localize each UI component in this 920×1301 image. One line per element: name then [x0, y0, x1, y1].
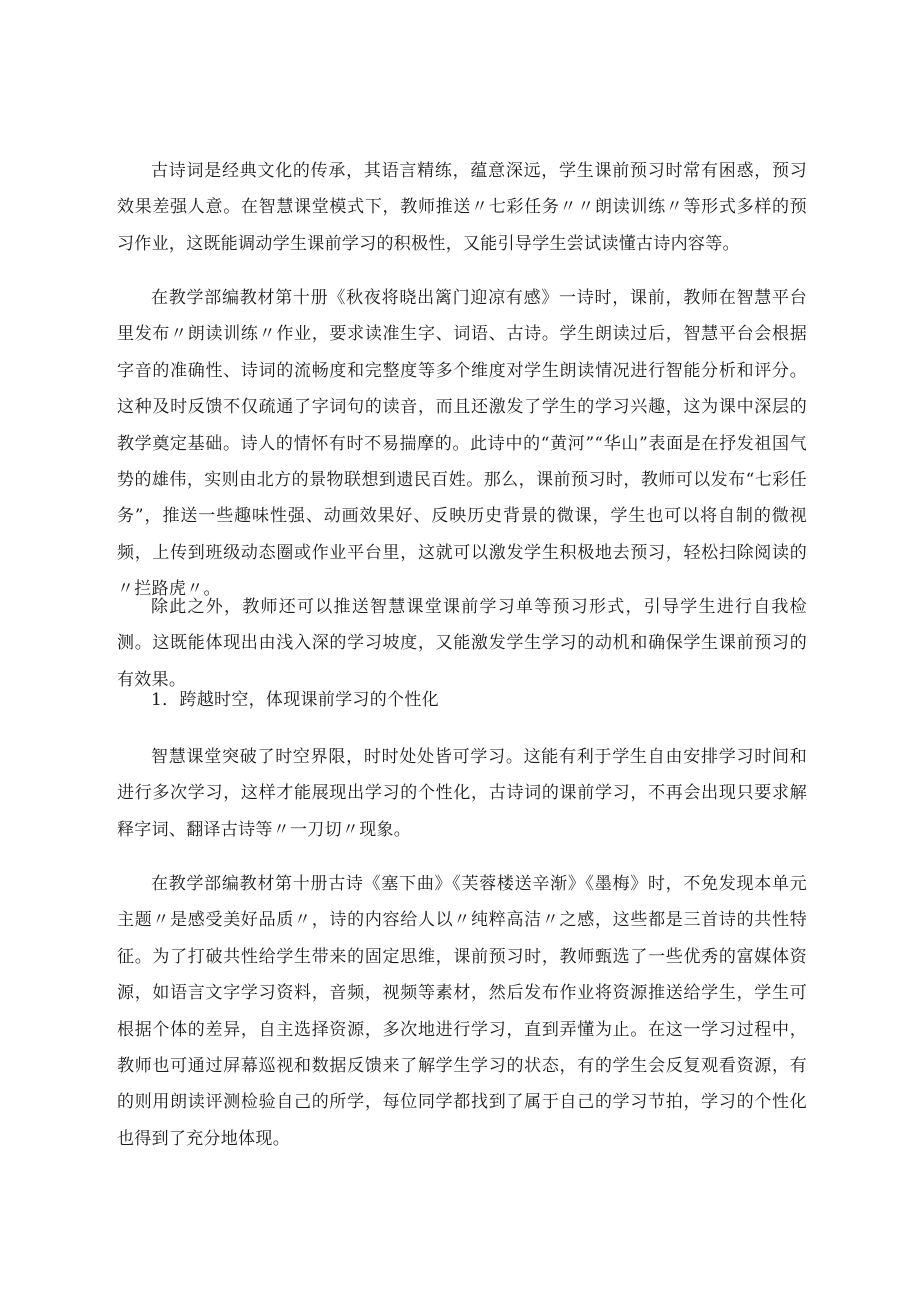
paragraph-three-poems-example: 在教学部编教材第十册古诗《塞下曲》《芙蓉楼送辛渐》《墨梅》时，不免发现本单元主题〃是感受美好品质〃，诗的内容给人以〃纯粹高洁〃之感，这些都是三首诗的共性特征。为了打破共性给学生带来的固定思维，课前预习时，教师甄选了一些优秀的富媒体资源，如语言文字学习资料，音频，视频等素材，然后发布作业将资源推送给学生，学生可根据个体的差异，自主选择资源，多次地进行学习，直到弄懂为止。在这一学习过程中，教师也可通过屏幕巡视和数据反馈来了解学生学习的状态，有的学生会反复观看资源，有的则用朗读评测检验自己的所学，每位同学都找到了属于自己的学习节拍，学习的个性化也得到了充分地体现。 [117, 874, 807, 1149]
paragraph-learning-sheet: 除此之外，教师还可以推送智慧课堂课前学习单等预习形式，引导学生进行自我检测。这既能体现出由浅入深的学习坡度，又能激发学生学习的动机和确保学生课前预习的有效果。 [117, 597, 807, 690]
paragraph-intro: 古诗词是经典文化的传承，其语言精练，蕴意深远，学生课前预习时常有困惑，预习效果差强人意。在智慧课堂模式下，教师推送〃七彩任务〃〃朗读训练〃等形式多样的预习作业，这既能调动学生课前学习的积极性，又能引导学生尝试读懂古诗内容等。 [117, 161, 807, 254]
paragraph-autumn-poem-example: 在教学部编教材第十册《秋夜将晓出篱门迎凉有感》一诗时，课前，教师在智慧平台里发布〃朗读训练〃作业，要求读准生字、词语、古诗。学生朗读过后，智慧平台会根据字音的准确性、诗词的流畅度和完整度等多个维度对学生朗读情况进行智能分析和评分。这种及时反馈不仅疏通了字词句的读音，而且还激发了学生的学习兴趣，这为课中深层的教学奠定基础。诗人的情怀有时不易揣摩的。此诗中的“黄河”“华山”表面是在抒发祖国气势的雄伟，实则由北方的景物联想到遗民百姓。那么，课前预习时，教师可以发布“七彩任务”，推送一些趣味性强、动画效果好、反映历史背景的微课，学生也可以将自制的微视频，上传到班级动态圈或作业平台里，这就可以激发学生积极地去预习，轻松扫除阅读的〃拦路虎〃。 [117, 288, 807, 600]
section-heading: 1．跨越时空，体现课前学习的个性化 [151, 690, 439, 710]
paragraph-time-space: 智慧课堂突破了时空界限，时时处处皆可学习。这能有利于学生自由安排学习时间和进行多次学习，这样才能展现出学习的个性化，古诗词的课前学习，不再会出现只要求解释字词、翻译古诗等〃一刀切〃现象。 [117, 747, 807, 840]
